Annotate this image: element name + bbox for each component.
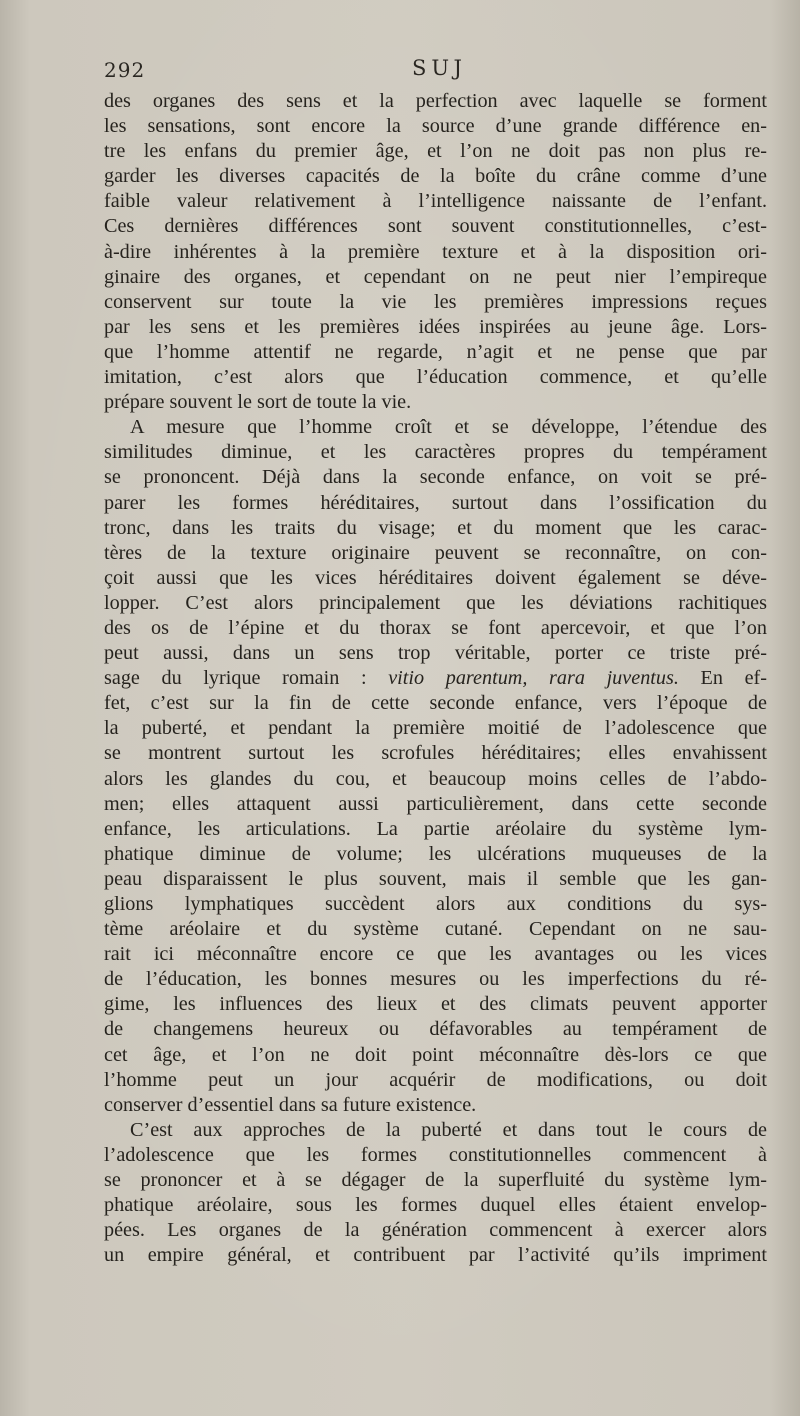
- text-line: phatique diminue de volume; les ulcérations muqueuses de la: [104, 842, 767, 865]
- text-line: des organes des sens et la perfection avec laquelle se forment: [104, 90, 767, 112]
- text-line: se prononcent. Déjà dans la seconde enfance, on voit se pré-: [104, 466, 767, 489]
- text-line: tème aréolaire et du système cutané. Cependant on ne sau-: [104, 918, 767, 941]
- latin-quote: vitio parentum, rara juventus.: [388, 667, 679, 690]
- text-line: à-dire inhérentes à la première texture et à la disposition ori-: [104, 240, 767, 263]
- text-line: enfance, les articulations. La partie aréolaire du système lym-: [104, 817, 767, 840]
- text-line: un empire général, et contribuent par l’activité qu’ils impriment: [104, 1244, 767, 1267]
- text-line: imitation, c’est alors que l’éducation commence, et qu’elle: [104, 366, 767, 389]
- text-line: Ces dernières différences sont souvent constitutionnelles, c’est-: [104, 215, 767, 238]
- text-line: tères de la texture originaire peuvent se reconnaître, on con-: [104, 541, 767, 564]
- text-line: l’adolescence que les formes constitutionnelles commencent à: [104, 1143, 767, 1166]
- text-line: que l’homme attentif ne regarde, n’agit et ne pense que par: [104, 340, 767, 363]
- text-line: de l’éducation, les bonnes mesures ou les imperfections du ré-: [104, 968, 767, 991]
- text-line: des os de l’épine et du thorax se font apercevoir, et que l’on: [104, 616, 767, 639]
- text-line: de changemens heureux ou défavorables au tempérament de: [104, 1018, 767, 1041]
- text-line: rait ici méconnaître encore ce que les avantages ou les vices: [104, 943, 767, 966]
- paragraph-3: [104, 1118, 767, 1269]
- text-line: phatique aréolaire, sous les formes duquel elles étaient envelop-: [104, 1194, 767, 1217]
- text-line: faible valeur relativement à l’intelligence naissante de l’enfant.: [104, 190, 767, 213]
- text-line: similitudes diminue, et les caractères propres du tempérament: [104, 441, 767, 464]
- text-line: fet, c’est sur la fin de cette seconde enfance, vers l’époque de: [104, 692, 767, 715]
- text-line: peau disparaissent le plus souvent, mais il semble que les gan-: [104, 867, 767, 890]
- text-line: les sensations, sont encore la source d’une grande différence en-: [104, 115, 767, 138]
- text-line: A mesure que l’homme croît et se développe, l’étendue des: [130, 416, 767, 439]
- text-line: conserver d’essentiel dans sa future existence.: [104, 1093, 477, 1116]
- body-text: [104, 89, 767, 1268]
- text-line: tre les enfans du premier âge, et l’on ne doit pas non plus re-: [104, 140, 767, 163]
- text-line: se prononcer et à se dégager de la superfluité du système lym-: [104, 1169, 767, 1192]
- text-line: parer les formes héréditaires, surtout dans l’ossification du: [104, 491, 767, 514]
- text-line-start: sage du lyrique romain :: [104, 667, 367, 690]
- text-line: alors les glandes du cou, et beaucoup moins celles de l’abdo-: [104, 767, 767, 790]
- text-line-with-quote: [104, 666, 767, 691]
- text-line: C’est aux approches de la puberté et dans tout le cours de: [130, 1118, 767, 1141]
- running-head: SUJ: [412, 56, 467, 80]
- text-line: prépare souvent le sort de toute la vie.: [104, 391, 412, 414]
- text-line: ginaire des organes, et cependant on ne peut nier l’empireque: [104, 265, 767, 288]
- text-line: se montrent surtout les scrofules héréditaires; elles envahissent: [104, 742, 767, 765]
- text-line: gime, les influences des lieux et des climats peuvent apporter: [104, 993, 767, 1016]
- text-line-end: En ef-: [678, 667, 768, 690]
- text-line: pées. Les organes de la génération commencent à exercer alors: [104, 1219, 767, 1242]
- page-header: [104, 56, 766, 86]
- text-line: çoit aussi que les vices héréditaires doivent également se déve-: [104, 566, 767, 589]
- text-line: tronc, dans les traits du visage; et du moment que les carac-: [104, 516, 767, 539]
- text-line: par les sens et les premières idées inspirées au jeune âge. Lors-: [104, 315, 767, 338]
- text-line: cet âge, et l’on ne doit point méconnaître dès-lors ce que: [104, 1043, 767, 1066]
- text-line: conservent sur toute la vie les premières impressions reçues: [104, 290, 767, 313]
- text-line: lopper. C’est alors principalement que les déviations rachitiques: [104, 591, 767, 614]
- text-line: l’homme peut un jour acquérir de modifications, ou doit: [104, 1068, 767, 1091]
- paragraph-2: [104, 415, 767, 1118]
- text-line: la puberté, et pendant la première moitié de l’adolescence que: [104, 717, 767, 740]
- page-number: 292: [104, 58, 146, 82]
- text-line: peut aussi, dans un sens trop véritable, porter ce triste pré-: [104, 642, 767, 665]
- text-line: garder les diverses capacités de la boîte du crâne comme d’une: [104, 165, 767, 188]
- paragraph-1: [104, 89, 767, 415]
- text-line: men; elles attaquent aussi particulièrement, dans cette seconde: [104, 792, 767, 815]
- text-line: glions lymphatiques succèdent alors aux conditions du sys-: [104, 893, 767, 915]
